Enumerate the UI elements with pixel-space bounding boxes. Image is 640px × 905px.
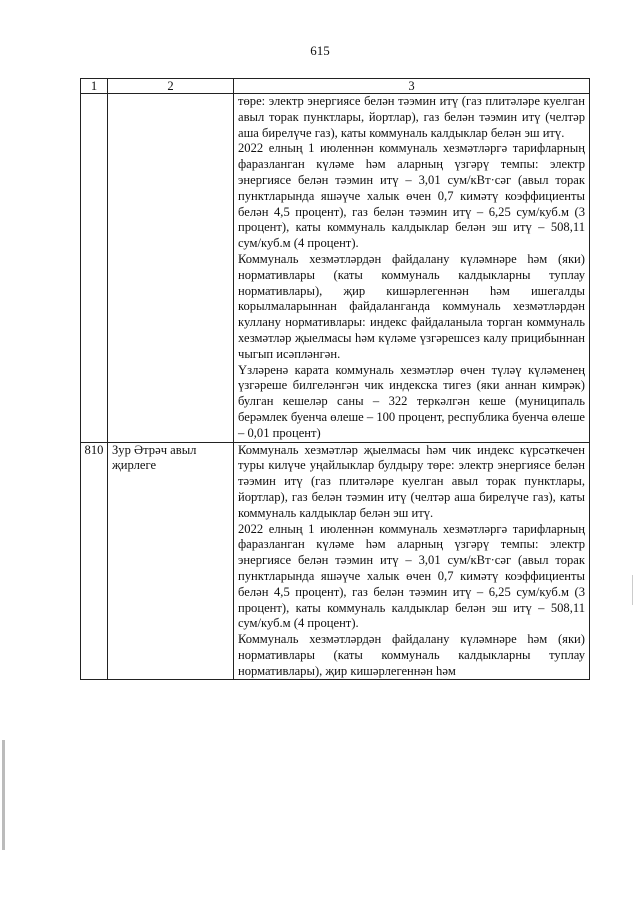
- row-name-cell: Зур Әтрәч авыл җирлеге: [108, 442, 234, 680]
- row-description-cell: [234, 442, 590, 680]
- header-col-3: 3: [234, 79, 590, 94]
- table-header-row: [81, 79, 590, 94]
- row-name-cell: [108, 94, 234, 443]
- description-paragraph: Коммуналь хезмәтләр җыелмасы һәм чик индекс күрсәткечен туры килүче уңайлыклар булдыру төре: электр энергиясе белән тәэмин итү (газ плитәләре куелган авыл торак пунктлары, йортлар), газ белән тәэмин итү (челтәр аша бирелүче газ), каты коммуналь калдыклар белән эш итү.: [238, 442, 585, 520]
- municipal-tariff-table: [80, 78, 590, 680]
- description-paragraph: Коммуналь хезмәтләрдән файдалану күләмнәре һәм (яки) нормативлары (каты коммуналь калдыкларны туплау нормативлары), җир кишәрлегеннән һәм: [238, 632, 585, 678]
- description-paragraph: 2022 елның 1 июленнән коммуналь хезмәтләргә тарифларның фаразланган күләме һәм аларның үзгәрү темпы: электр энергиясе белән тәэмин итү – 3,01 сум/кВт·сәг (авыл торак пунктларында яшәүче халык өчен 0,7 кимәтү коэффициенты белән 4,5 процент), газ белән тәэмин итү – 6,25 сум/куб.м (3 процент), каты коммуналь калдыклар белән эш итү – 508,11 сум/куб.м (4 процент).: [238, 141, 585, 251]
- row-number-cell: [81, 94, 108, 443]
- description-paragraph: 2022 елның 1 июленнән коммуналь хезмәтләргә тарифларның фаразланган күләме һәм аларның үзгәрү темпы: электр энергиясе белән тәэмин итү – 3,01 сум/кВт·сәг (авыл торак пунктларында яшәүче халык өчен 0,7 кимәтү коэффициенты белән 4,5 процент), газ белән тәэмин итү – 6,25 сум/куб.м (3 процент), каты коммуналь калдыклар белән эш итү – 508,11 сум/куб.м (4 процент).: [238, 521, 585, 631]
- row-description-cell: [234, 94, 590, 443]
- header-col-1: 1: [81, 79, 108, 94]
- scan-edge-mark: [2, 740, 5, 850]
- table-row-810: [81, 442, 590, 680]
- row-number-cell: 810: [81, 442, 108, 680]
- description-paragraph: төре: электр энергиясе белән тәэмин итү (газ плитәләре куелган авыл торак пунктлары, йортлар), газ белән тәэмин итү (челтәр аша бирелүче газ), каты коммуналь калдыклар белән эш итү.: [238, 94, 585, 140]
- table-row-continuation: [81, 94, 590, 443]
- header-col-2: 2: [108, 79, 234, 94]
- scan-edge-mark: [632, 575, 633, 605]
- page-number: 615: [310, 43, 330, 58]
- description-paragraph: Коммуналь хезмәтләрдән файдалану күләмнәре һәм (яки) нормативлары (каты коммуналь калдыкларны туплау нормативлары), җир кишәрлегеннән һәм ишегалды корылмаларыннан файдаланганда коммуналь хезмәтләрдән куллану нормативлары: индекс файдаланыла торган коммуналь хезмәтләр җыелмасы һәм күләме үзгәрешсез калу прицибыннан чыгып исәпләнгән.: [238, 251, 585, 361]
- description-paragraph: Үзләренә карата коммуналь хезмәтләр өчен түләү күләменең үзгәреше билгеләнгән чик индекска тигез (яки аннан кимрәк) булган кешеләр саны – 322 теркәлгән кеше (муниципаль берәмлек буенча өлеше – 100 процент, республика буенча өлеше – 0,01 процент): [238, 362, 585, 440]
